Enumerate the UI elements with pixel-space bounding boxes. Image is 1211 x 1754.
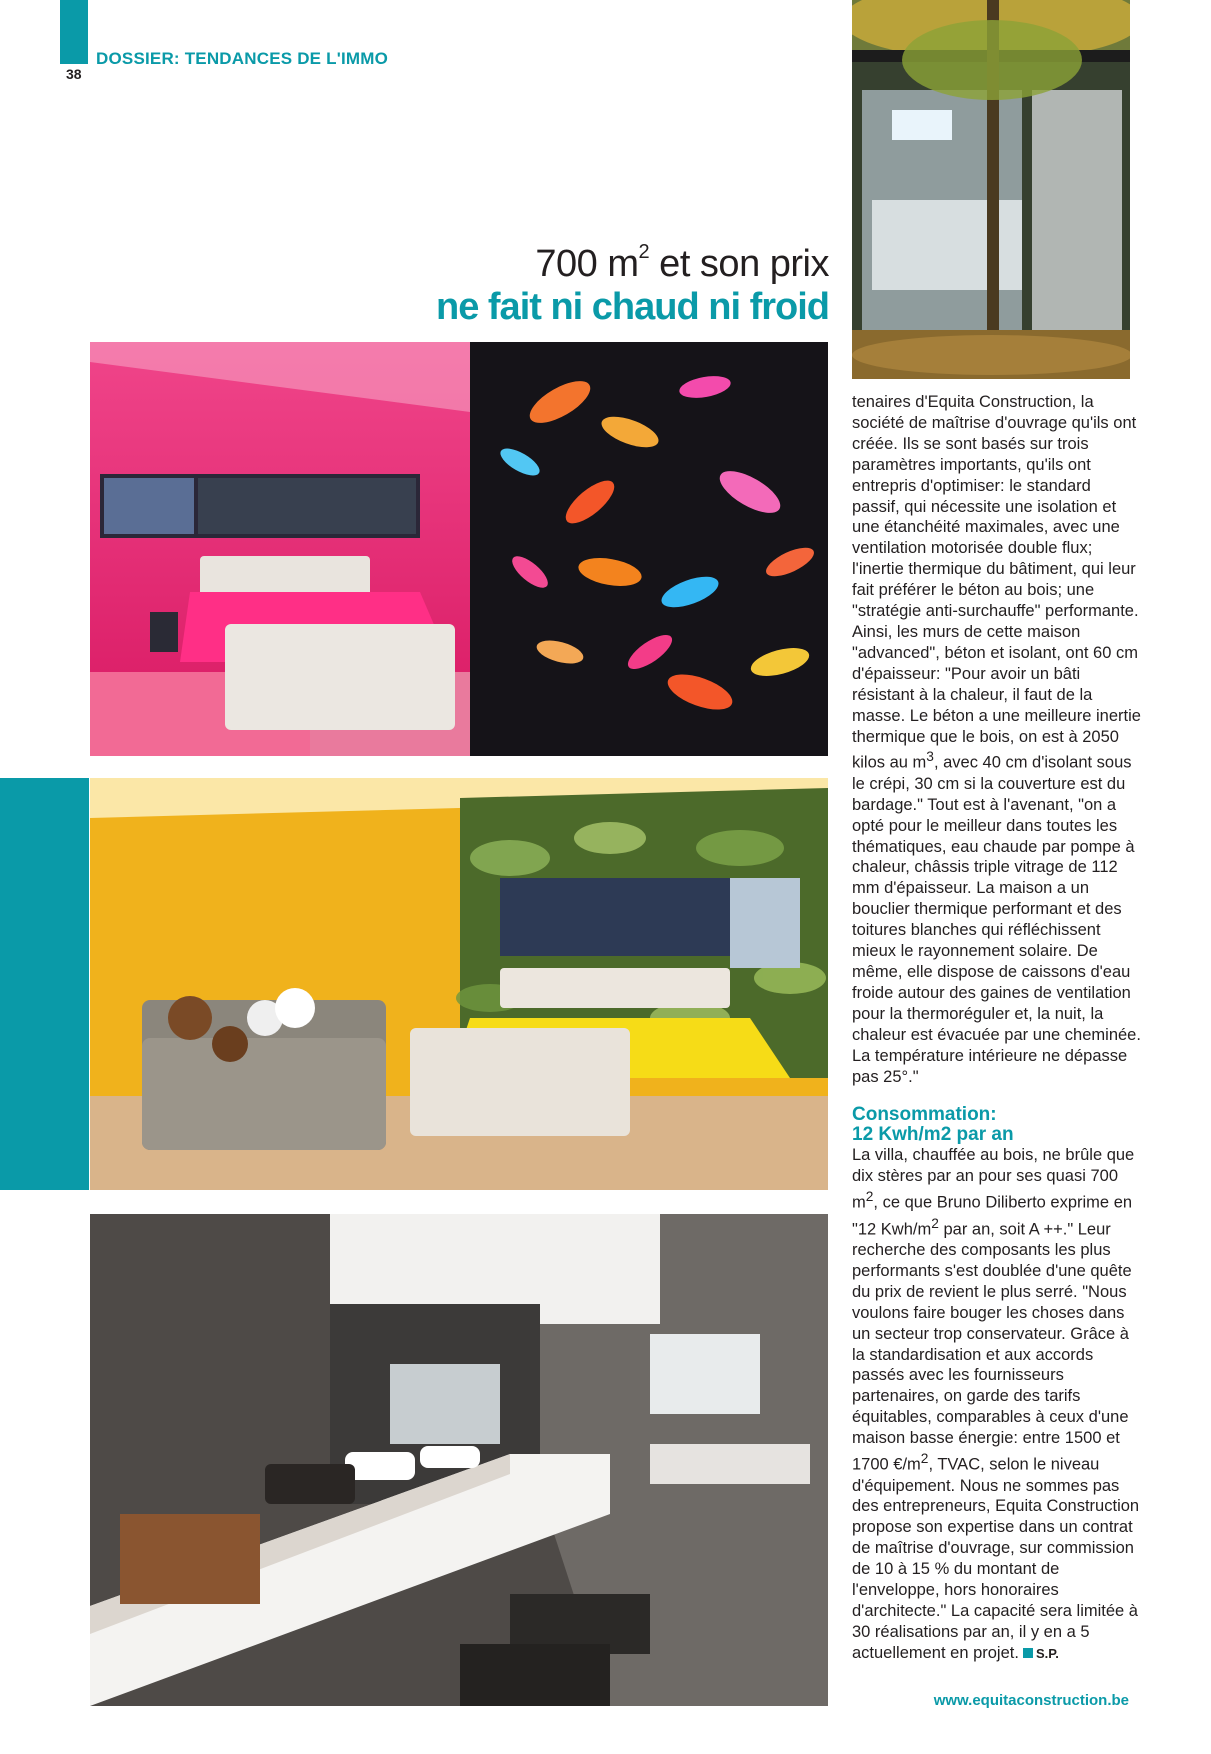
yellow-bedroom-illustration bbox=[90, 778, 828, 1190]
teal-tab-left bbox=[0, 778, 89, 1190]
headline-line1: 700 $m^2$ et son prix bbox=[535, 241, 829, 285]
photo-yellow-bedroom bbox=[90, 778, 828, 1190]
headline bbox=[436, 242, 829, 328]
bathroom-illustration bbox=[90, 1214, 828, 1706]
article-body bbox=[852, 392, 1142, 1665]
article-paragraph: La villa, chauffée au bois, ne brûle que dix stères par an pour ses quasi 700 $m^2$, ce que Bruno Diliberto exprime en "12 Kwh/$m^2$ par an, soit A ++." Leur recherche des composants les plus performants s'est doublée d'une quête du prix de revient le plus serré. "Nous voulons faire bouger les choses dans un secteur trop conservateur. Grâce à la standardisation et aux accords passés avec les fournisseurs partenaires, on garde des tarifs équitables, comparables à ceux d'une maison basse énergie: entre 1500 et 1700 $€/m^2$, TVAC, selon le niveau d'équipement. Nous ne sommes pas des entrepreneurs, Equita Construction propose son expertise dans un contrat de maîtrise d'ouvrage, sur commission de 10 à 15 % du montant de l'enveloppe, hors honoraires d'architecte." La capacité sera limitée à 30 réalisations par an, il y en a 5 actuellement en projet. S.P. bbox=[852, 1146, 1140, 1662]
website-link[interactable]: www.equitaconstruction.be bbox=[933, 1692, 1129, 1709]
photo-pink-bedroom bbox=[90, 342, 828, 756]
page-number: 38 bbox=[66, 66, 82, 82]
article-subheading: Consommation: 12 Kwh/m2 par an bbox=[852, 1104, 1014, 1146]
headline-line2: ne fait ni chaud ni froid bbox=[436, 286, 829, 328]
section-label: DOSSIER: TENDANCES DE L'IMMO bbox=[96, 49, 389, 68]
atrium-illustration bbox=[852, 0, 1130, 379]
photo-bathroom bbox=[90, 1214, 828, 1706]
photo-atrium bbox=[852, 0, 1130, 379]
pink-bedroom-illustration bbox=[90, 342, 828, 756]
teal-tab-top bbox=[60, 0, 88, 64]
end-square-icon bbox=[1023, 1648, 1033, 1658]
author-signature: S.P. bbox=[1035, 1645, 1059, 1661]
article-paragraph: tenaires d'Equita Construction, la société de maîtrise d'ouvrage qu'ils ont créée. Ils se sont basés sur trois paramètres importants, qu'ils ont entrepris d'optimiser: le standard passif, qui nécessite une isolation et une étanchéité maximales, avec une ventilation motorisée double flux; l'inertie thermique du bâtiment, qui leur fait préférer le béton au bois; une "stratégie anti-surchauffe" performante. Ainsi, les murs de cette maison "advanced", béton et isolant, ont 60 cm d'épaisseur: "Pour avoir un bâti résistant à la chaleur, il faut de la masse. Le béton a une meilleure inertie thermique que le bois, on est à 2050 kilos au $m^3$, avec 40 cm d'isolant sous le crépi, 30 cm si la couverture est du bardage." Tout est à l'avenant, "on a opté pour le meilleur dans toutes les thématiques, eau chaude par pompe à chaleur, châssis triple vitrage de 112 mm d'épaisseur. La maison a un bouclier thermique performant et des toitures blanches qui réfléchissent mieux le rayonnement solaire. De même, elle dispose de caissons d'eau froide autour des gaines de ventilation pour la thermoréguler et, la nuit, la chaleur est évacuée par une cheminée. La température intérieure ne dépasse pas 25°." bbox=[852, 393, 1141, 1086]
